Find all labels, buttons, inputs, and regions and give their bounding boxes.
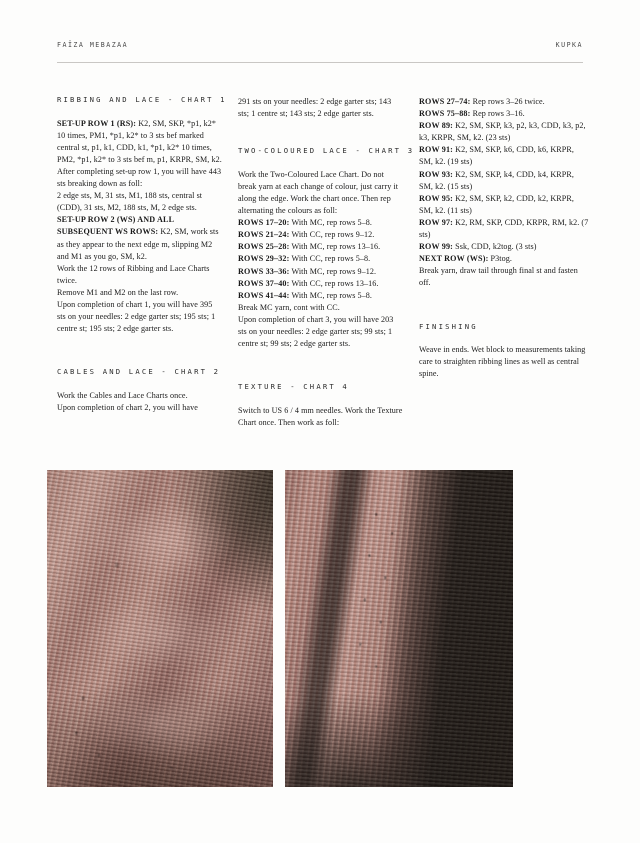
lead-setup-row-2: SET-UP ROW 2 (WS) AND ALL SUBSEQUENT WS ROWS: bbox=[57, 215, 174, 237]
row-label: ROW 89: bbox=[419, 121, 454, 131]
row-instruction bbox=[238, 278, 403, 290]
column-1 bbox=[57, 95, 227, 456]
row-label: ROWS 27–74: bbox=[419, 97, 471, 106]
paragraph-work-cables-charts: Work the Cables and Lace Charts once. bbox=[57, 390, 188, 400]
row-instruction bbox=[419, 144, 589, 168]
knit-texture-render bbox=[285, 470, 513, 787]
row-text: With CC, rep rows 13–16. bbox=[289, 278, 379, 288]
heading-finishing: FINISHING bbox=[419, 321, 478, 331]
row-text: K2, SM, SKP, k2, CDD, k2, KRPR, SM, k2. (11 sts) bbox=[419, 193, 574, 215]
row-instruction bbox=[419, 193, 589, 217]
row-instruction bbox=[419, 253, 589, 265]
row-text: With MC, rep rows 5–8. bbox=[289, 218, 373, 228]
row-instruction bbox=[238, 290, 403, 302]
row-label: ROWS 41–44: bbox=[238, 290, 290, 300]
paragraph-chart-1-completion: Upon completion of chart 1, you will have 395 sts on your needles: 2 edge garter sts; 195 sts; 1 centre st; 195 sts; 2 edge garter sts. bbox=[57, 300, 216, 334]
cable-and-lace-swatch-photo bbox=[47, 470, 273, 787]
paragraph-work-12-rows: Work the 12 rows of Ribbing and Lace Charts twice. bbox=[57, 263, 210, 285]
paragraph-setup-row-1 bbox=[57, 118, 222, 166]
row-instruction bbox=[238, 253, 403, 265]
row-text: P3tog. bbox=[488, 254, 512, 264]
spacer bbox=[419, 290, 589, 323]
row-text: Rep rows 3–16. bbox=[470, 109, 525, 119]
row-label: ROW 91: bbox=[419, 145, 454, 155]
row-label: ROW 93: bbox=[419, 169, 454, 179]
row-label: ROWS 75–88: bbox=[419, 109, 471, 119]
column-3 bbox=[419, 96, 589, 456]
row-label: ROWS 21–24: bbox=[238, 230, 290, 240]
paragraph-texture-chart-intro: Switch to US 6 / 4 mm needles. Work the Texture Chart once. Then work as foll: bbox=[238, 405, 403, 427]
row-text: With CC, rep rows 9–12. bbox=[289, 230, 375, 240]
paragraph-remove-markers: Remove M1 and M2 on the last row. bbox=[57, 287, 179, 297]
paragraph-finishing-instructions: Weave in ends. Wet block to measurements taking care to straighten ribbing lines as well as central spine. bbox=[419, 345, 586, 379]
row-text: K2, SM, SKP, k3, p2, k3, CDD, k3, p2, k3, KRPR, SM, k2. (23 sts) bbox=[419, 121, 586, 143]
row-instruction bbox=[419, 108, 589, 120]
heading-two-coloured-lace-chart-3: TWO-COLOURED LACE - CHART 3 bbox=[238, 146, 415, 156]
row-instruction bbox=[238, 229, 403, 241]
paragraph-break-mc-yarn: Break MC yarn, cont with CC. bbox=[238, 302, 340, 312]
running-head bbox=[57, 42, 583, 49]
paragraph-stitch-count-after-setup: After completing set-up row 1, you will have 443 sts breaking down as foll: bbox=[57, 167, 222, 189]
row-text: K2, SM, SKP, k4, CDD, k4, KRPR, SM, k2. (15 sts) bbox=[419, 169, 574, 191]
row-instruction bbox=[419, 217, 589, 241]
heading-ribbing-and-lace-chart-1: RIBBING AND LACE - CHART 1 bbox=[57, 95, 227, 104]
row-text: With MC, rep rows 13–16. bbox=[289, 242, 381, 252]
row-instruction bbox=[238, 241, 403, 253]
running-head-pattern-name: KUPKA bbox=[555, 41, 583, 49]
row-label: ROWS 37–40: bbox=[238, 278, 290, 288]
heading-texture-chart-4: TEXTURE - CHART 4 bbox=[238, 382, 349, 392]
text-columns bbox=[57, 95, 589, 456]
paragraph-two-coloured-lace-intro: Work the Two-Coloured Lace Chart. Do not break yarn at each change of colour, just carry it along the edge. Work the chart once. Then rep alternating the colours as foll: bbox=[238, 169, 399, 216]
row-label: ROW 95: bbox=[419, 193, 454, 203]
paragraph-setup-row-2 bbox=[57, 214, 222, 262]
row-label: ROWS 25–28: bbox=[238, 242, 290, 252]
row-instruction bbox=[419, 96, 589, 108]
knit-texture-render bbox=[47, 470, 273, 787]
paragraph-stitch-breakdown: 2 edge sts, M, 31 sts, M1, 188 sts, central st (CDD), 31 sts, M2, 188 sts, M, 2 edge sts. bbox=[57, 191, 203, 213]
row-instruction bbox=[419, 169, 589, 193]
row-label: ROWS 33–36: bbox=[238, 266, 290, 276]
row-text: Ssk, CDD, k2tog. (3 sts) bbox=[453, 242, 537, 252]
row-text: K2, RM, SKP, CDD, KRPR, RM, k2. (7 sts) bbox=[419, 217, 589, 240]
row-label: ROWS 17–20: bbox=[238, 218, 290, 228]
text-setup-row-2: K2, SM, work sts as they appear to the next edge m, slipping M2 and M1 as you go, SM, k2. bbox=[57, 227, 219, 261]
spacer bbox=[238, 120, 403, 147]
spacer bbox=[57, 335, 222, 368]
row-text: K2, SM, SKP, k6, CDD, k6, KRPR, SM, k2. (19 sts) bbox=[419, 145, 574, 167]
row-instruction bbox=[419, 241, 589, 253]
row-label: ROWS 29–32: bbox=[238, 254, 290, 264]
row-instruction bbox=[419, 120, 589, 144]
paragraph-chart-2-stitch-count: 291 sts on your needles: 2 edge garter sts; 143 sts; 1 centre st; 143 sts; 2 edge garter sts. bbox=[238, 97, 392, 119]
row-instruction bbox=[238, 217, 403, 229]
column-2 bbox=[238, 96, 415, 456]
spacer bbox=[238, 350, 403, 383]
paragraph-chart-2-completion: Upon completion of chart 2, you will have bbox=[57, 403, 198, 413]
lead-setup-row-1: SET-UP ROW 1 (RS): bbox=[57, 118, 137, 128]
row-instruction bbox=[238, 266, 403, 278]
header-rule bbox=[57, 62, 583, 63]
text-setup-row-1: K2, SM, SKP, *p1, k2* 10 times, PM1, *p1, k2* to 3 sts bef marked central st, p1, k1, CDD, k1, *p1, k2* 10 times, PM2, *p1, k2* to 3 sts bef m, p1, KRPR, SM, k2. bbox=[57, 118, 222, 164]
photo-plates bbox=[47, 470, 513, 787]
row-text: With CC, rep rows 5–8. bbox=[289, 254, 371, 264]
paragraph-fasten-off: Break yarn, draw tail through final st and fasten off. bbox=[419, 266, 578, 288]
row-label: NEXT ROW (WS): bbox=[419, 254, 489, 264]
row-label: ROW 99: bbox=[419, 242, 454, 252]
row-text: With MC, rep rows 5–8. bbox=[289, 290, 373, 300]
paragraph-chart-3-completion: Upon completion of chart 3, you will have 203 sts on your needles: 2 edge garter sts; 99 sts; 1 centre st; 99 sts; 2 edge garter sts. bbox=[238, 314, 394, 349]
running-head-designer: FAÏZA MEBAZAA bbox=[57, 41, 129, 49]
row-label: ROW 97: bbox=[419, 217, 454, 227]
row-text: Rep rows 3–26 twice. bbox=[470, 97, 545, 106]
heading-cables-and-lace-chart-2: CABLES AND LACE - CHART 2 bbox=[57, 367, 221, 377]
draped-hem-photo bbox=[285, 470, 513, 787]
row-text: With MC, rep rows 9–12. bbox=[289, 266, 377, 276]
